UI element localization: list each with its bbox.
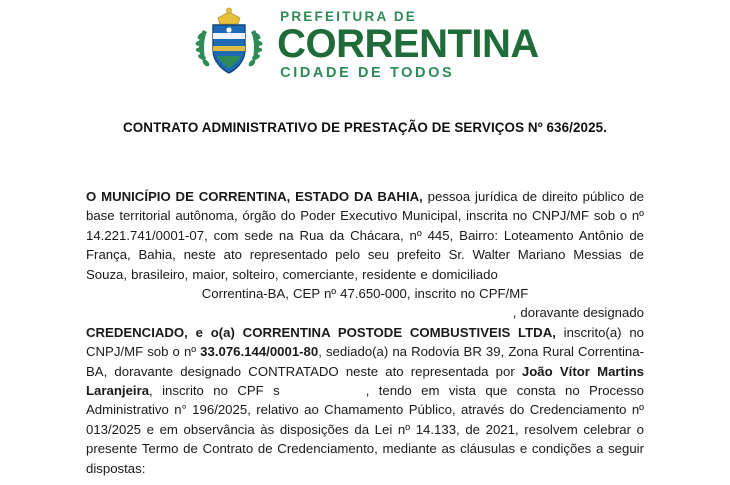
wordmark-prefeitura: PREFEITURA DE [280,8,418,24]
wordmark [277,8,539,81]
redaction-bar [280,387,366,397]
contract-title: CONTRATO ADMINISTRATIVO DE PRESTAÇÃO DE SERVIÇOS Nº 636/2025. [123,120,607,135]
representative-name: João Vítor Martins Laranjeira [86,363,644,399]
coat-of-arms-icon [191,6,267,82]
preamble-address-line: Correntina-BA, CEP nº 47.650-000, inscrito no CPF/MF [201,286,529,302]
preamble-text-5: , tendo em vista que consta no Processo Administrativo n° 196/2025, relativo ao Chamamento Público, através do Credenciamento nº 013/2025 e em observância às disposições da Lei nº 14.133, de 2021, resolvem celebrar o presente Termo de Contrato de Credenciamento, mediante as cláusulas e condições a seguir dispostas: [86,383,645,476]
preamble-text-4: , inscrito no CPF s [149,383,280,399]
preamble-text-2: inscrito(a) no CNPJ/MF sob o nº [86,324,644,360]
contract-preamble [86,187,644,478]
preamble-text-1: pessoa jurídica de direito público de base territorial autônoma, órgão do Poder Executivo Municipal, inscrita no CNPJ/MF sob o nº 14.221.741/0001-07, com sede na Rua da Chácara, nº 445, Bairro: Loteamento Antônio de França, Bahia, neste ato representado pelo seu prefeito Sr. Walter Mariano Messias de Souza, brasileiro, maior, solteiro, comerciante, residente e domiciliado [86,189,644,282]
prefeitura-logo [191,6,539,82]
preamble-text-3: , sediado(a) na Rodovia BR 39, Zona Rural Correntina-BA, doravante designado CONTRATADO neste ato representada por [86,344,644,379]
party-credenciado: CREDENCIADO, e o(a) CORRENTINA POSTODE COMBUSTIVEIS LTDA, [86,324,556,340]
preamble-designation: , doravante designado [512,305,644,321]
document-header [0,0,730,82]
wordmark-slogan: CIDADE DE TODOS [280,65,455,81]
party-municipality: O MUNICÍPIO DE CORRENTINA, ESTADO DA BAHIA, [86,189,423,204]
cnpj-contratado: 33.076.144/0001-80 [200,344,319,360]
document-body [0,120,730,478]
wordmark-city: CORRENTINA [277,22,539,66]
